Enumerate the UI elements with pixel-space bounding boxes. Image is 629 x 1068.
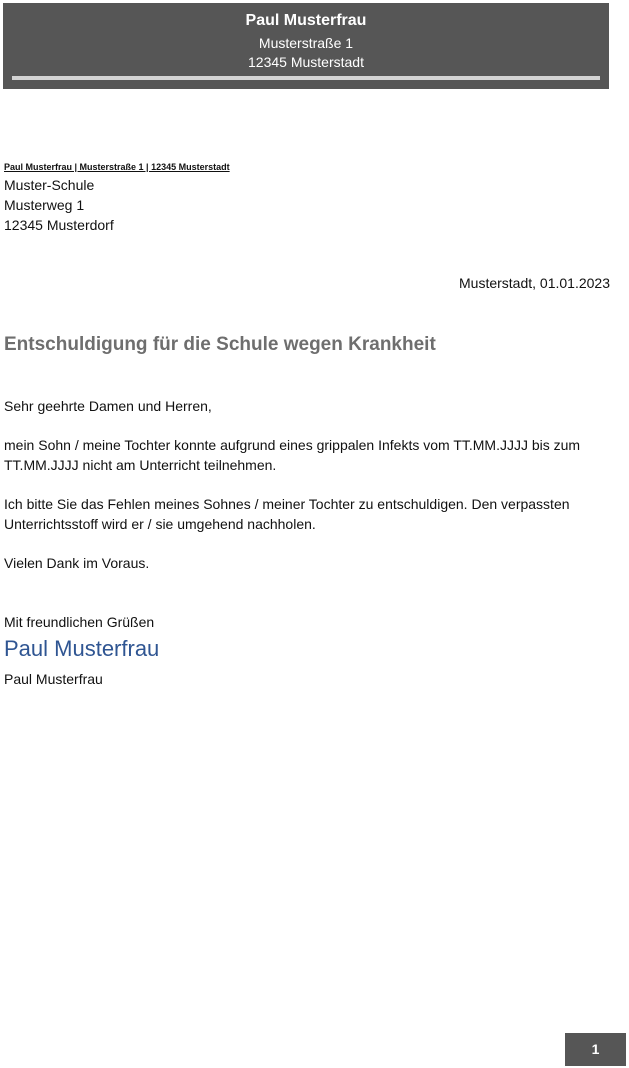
letterhead-divider	[12, 76, 600, 80]
letterhead-name: Paul Musterfrau	[245, 12, 367, 29]
recipient-address	[4, 175, 114, 235]
signature: Paul Musterfrau	[4, 636, 160, 661]
recipient-street: Musterweg 1	[4, 197, 85, 213]
body-paragraph-2: Ich bitte Sie das Fehlen meines Sohnes / meiner Tochter zu entschuldigen. Den verpassten Unterrichtsstoff wird er / sie umgehend nachholen.	[4, 496, 570, 532]
letterhead	[3, 3, 609, 89]
sender-return-address: Paul Musterfrau | Musterstraße 1 | 12345 Musterstadt	[4, 162, 230, 172]
letterhead-city: 12345 Musterstadt	[248, 54, 364, 70]
letterhead-street: Musterstraße 1	[258, 35, 354, 51]
thanks-line: Vielen Dank im Voraus.	[4, 555, 150, 571]
closing-line: Mit freundlichen Grüßen	[4, 614, 155, 630]
page-number-badge: 1	[565, 1033, 626, 1066]
letter-subject: Entschuldigung für die Schule wegen Krankheit	[4, 334, 436, 355]
salutation: Sehr geehrte Damen und Herren,	[4, 398, 212, 414]
body-paragraph-1: mein Sohn / meine Tochter konnte aufgrund eines grippalen Infekts vom TT.MM.JJJJ bis zum TT.MM.JJJJ nicht am Unterricht teilnehmen.	[4, 437, 581, 473]
recipient-name: Muster-Schule	[4, 177, 95, 193]
printed-name: Paul Musterfrau	[4, 671, 103, 687]
place-and-date: Musterstadt, 01.01.2023	[459, 275, 610, 291]
recipient-city: 12345 Musterdorf	[4, 217, 114, 233]
